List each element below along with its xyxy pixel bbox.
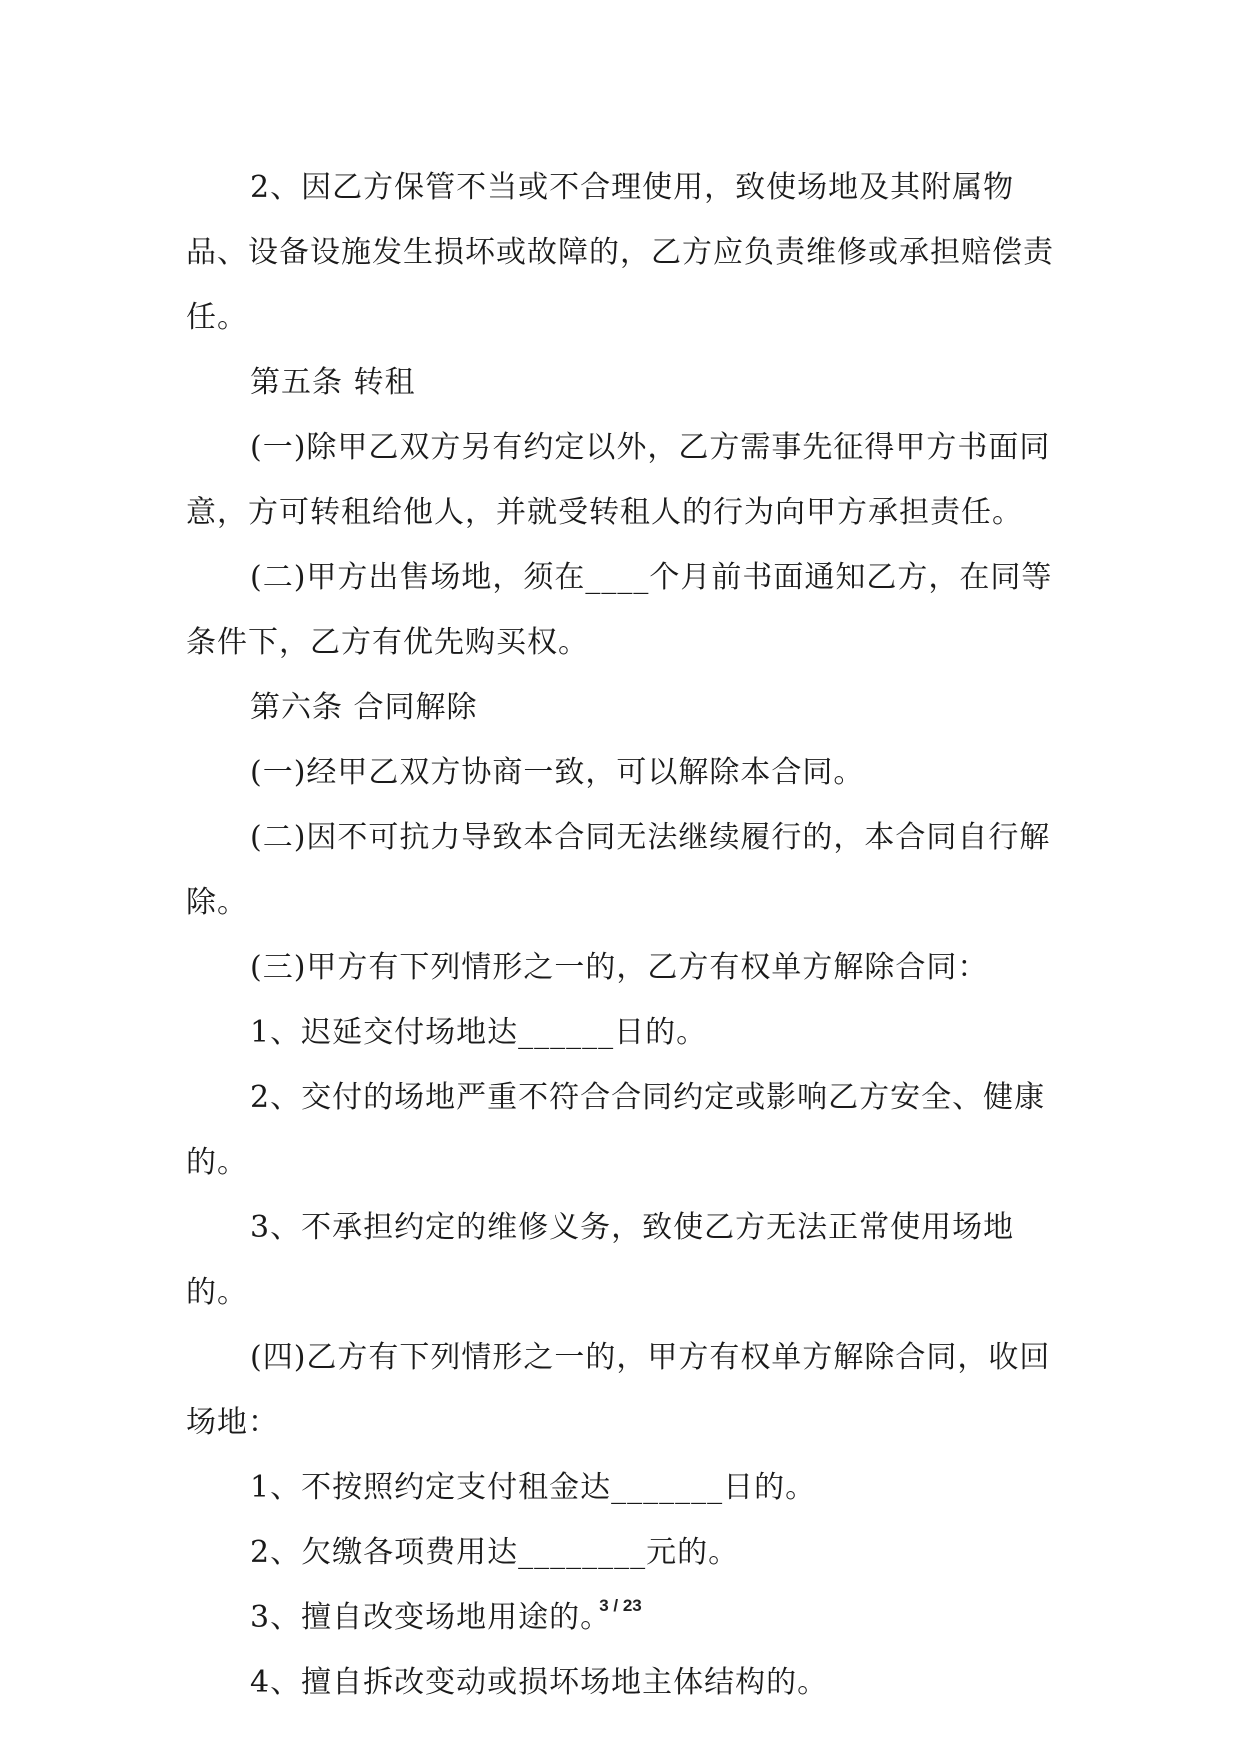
list-item: 3、不承担约定的维修义务，致使乙方无法正常使用场地的。 bbox=[186, 1210, 1015, 1310]
section-heading: 第五条 转租 bbox=[250, 365, 416, 400]
page-number: 3 / 23 bbox=[599, 1596, 642, 1615]
paragraph: (二)甲方出售场地，须在____个月前书面通知乙方，在同等条件下，乙方有优先购买权。 bbox=[186, 560, 1053, 660]
paragraph: (二)因不可抗力导致本合同无法继续履行的，本合同自行解除。 bbox=[186, 820, 1051, 920]
list-item: 1、不按照约定支付租金达_______日的。 bbox=[250, 1470, 817, 1505]
list-item: 2、交付的场地严重不符合合同约定或影响乙方安全、健康的。 bbox=[186, 1080, 1046, 1180]
section-heading: 第六条 合同解除 bbox=[250, 690, 478, 725]
list-item: 4、擅自拆改变动或损坏场地主体结构的。 bbox=[250, 1665, 829, 1700]
paragraph: (四)乙方有下列情形之一的，甲方有权单方解除合同，收回场地： bbox=[186, 1340, 1051, 1440]
paragraph: (一)经甲乙双方协商一致，可以解除本合同。 bbox=[250, 755, 865, 790]
body-text bbox=[186, 155, 1066, 1715]
paragraph: (三)甲方有下列情形之一的，乙方有权单方解除合同： bbox=[250, 950, 989, 985]
list-item: 2、欠缴各项费用达________元的。 bbox=[250, 1535, 740, 1570]
paragraph: 2、因乙方保管不当或不合理使用，致使场地及其附属物品、设备设施发生损坏或故障的，乙方应负责维修或承担赔偿责任。 bbox=[186, 170, 1054, 335]
list-item: 3、擅自改变场地用途的。 bbox=[250, 1600, 612, 1635]
paragraph: (一)除甲乙双方另有约定以外，乙方需事先征得甲方书面同意，方可转租给他人，并就受转租人的行为向甲方承担责任。 bbox=[186, 430, 1051, 530]
list-item: 1、迟延交付场地达______日的。 bbox=[250, 1015, 708, 1050]
